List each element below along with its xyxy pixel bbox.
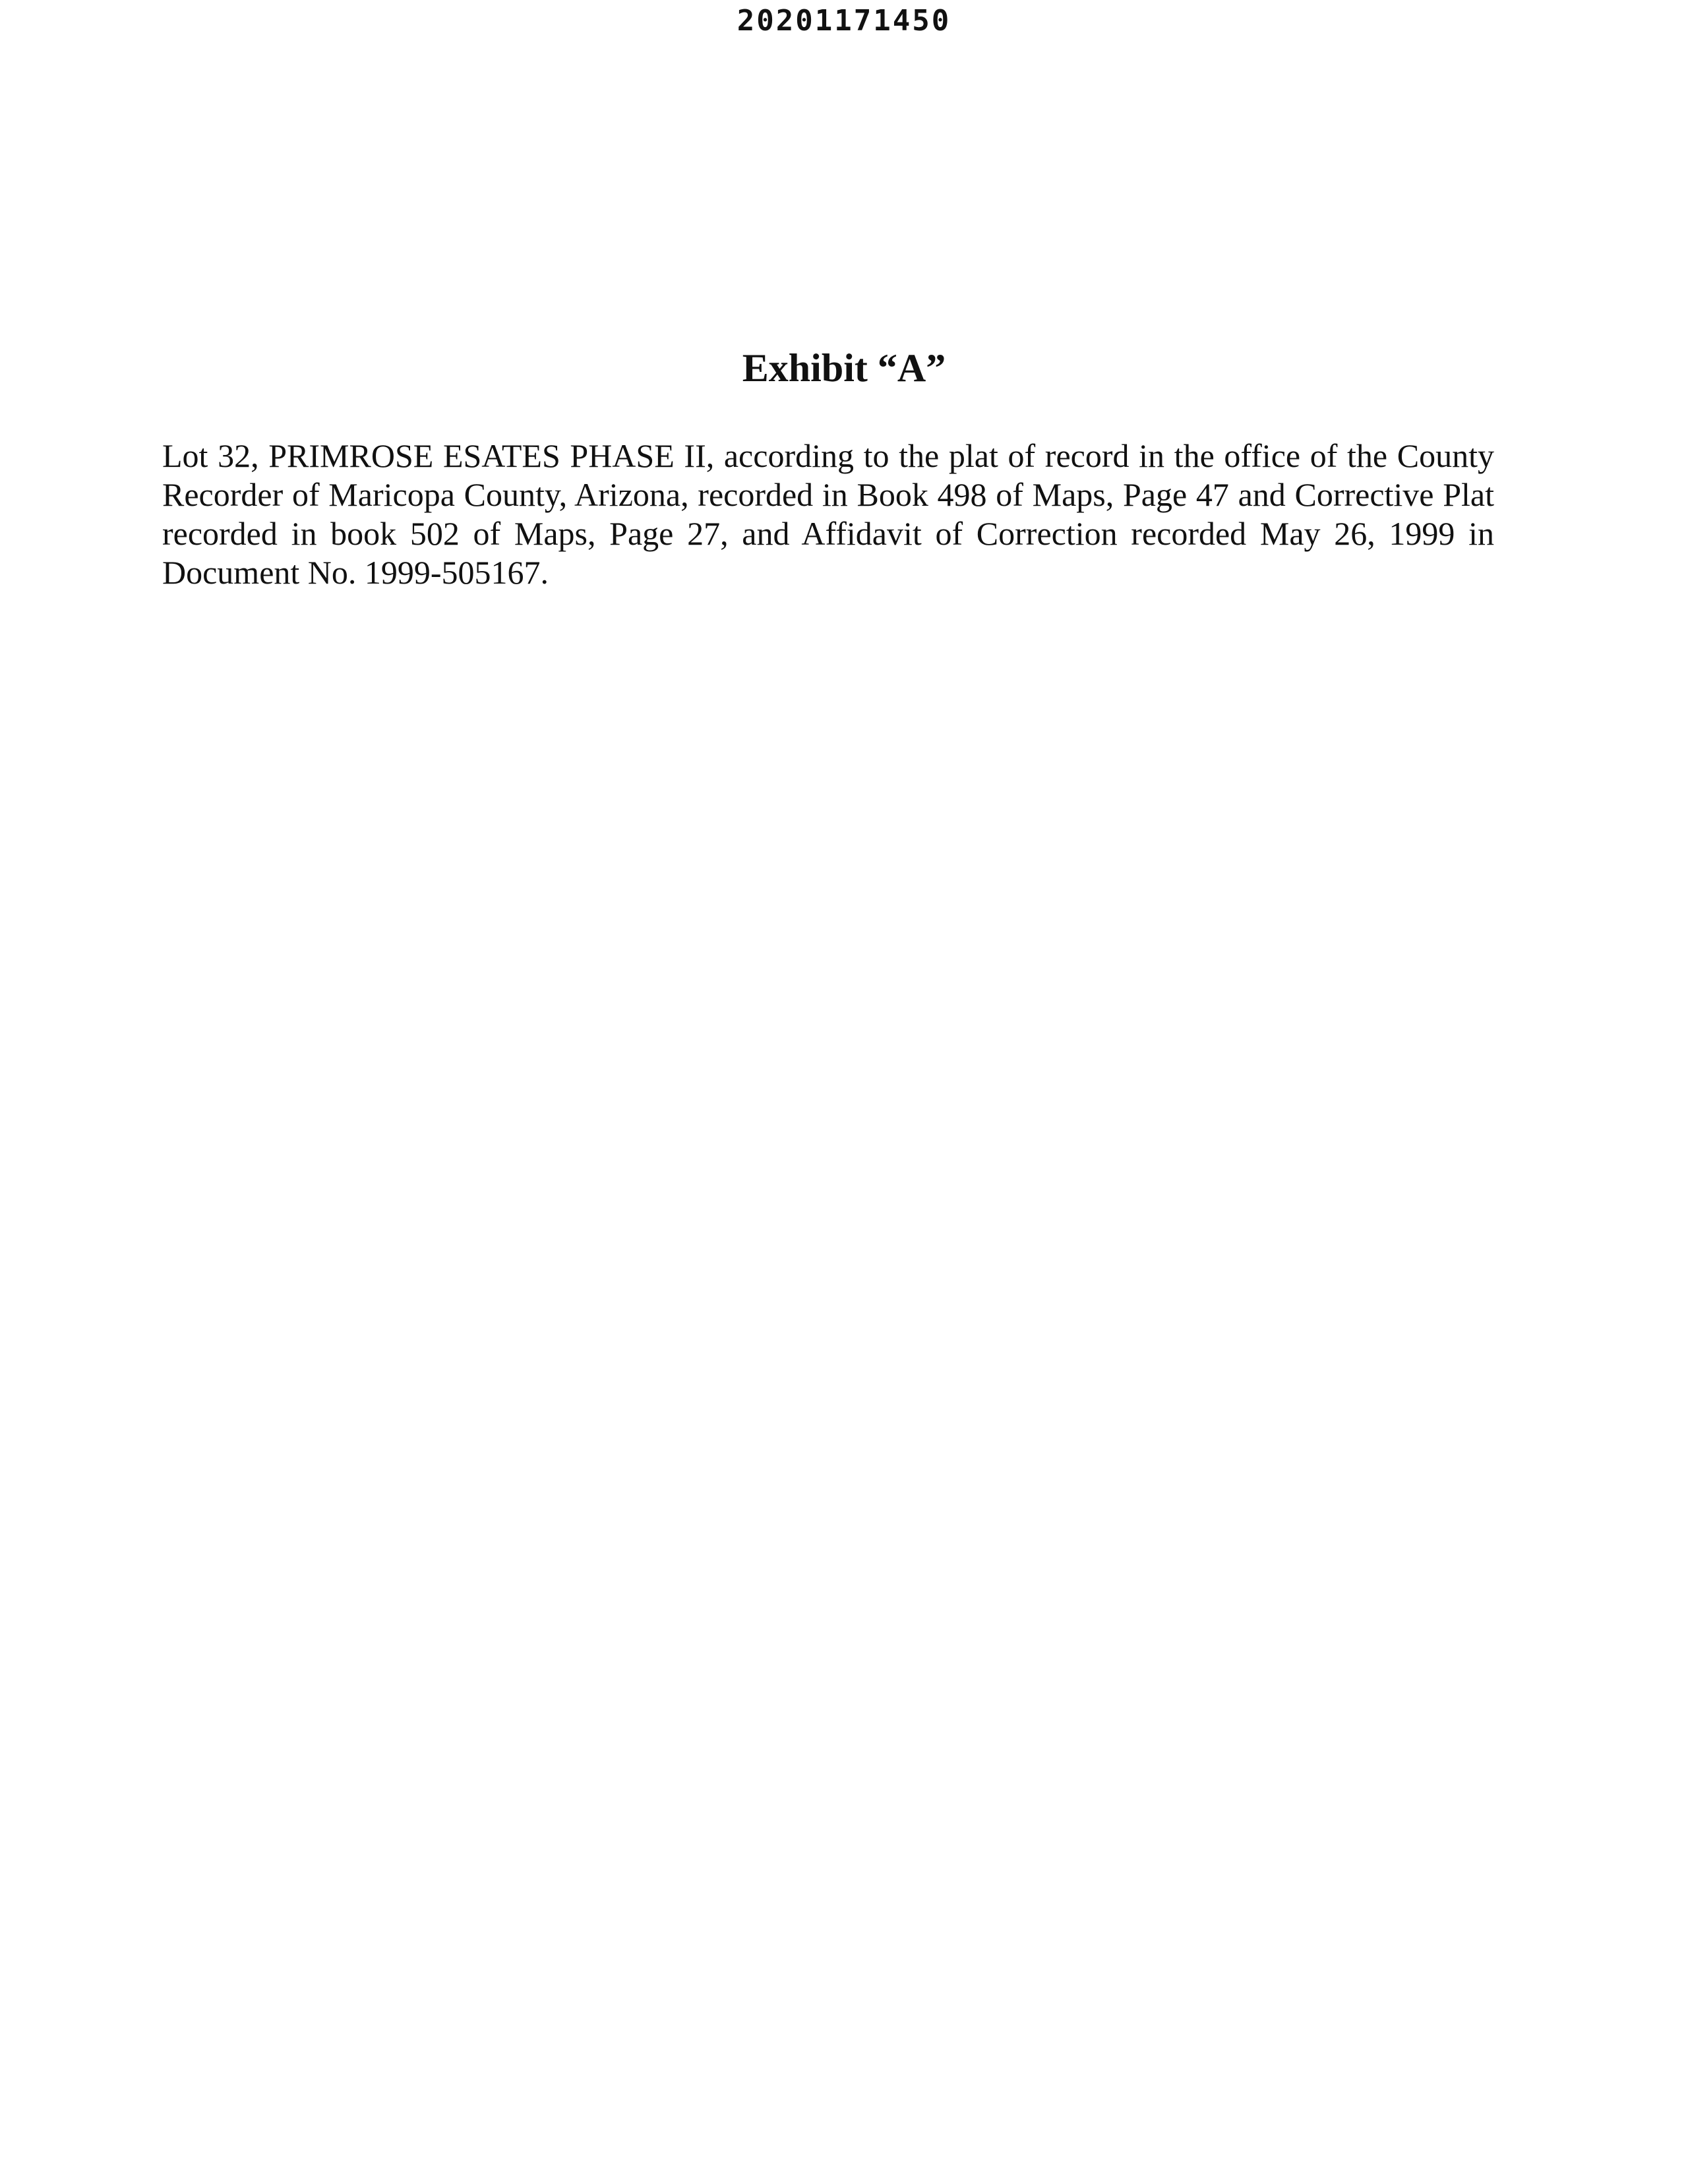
legal-description: Lot 32, PRIMROSE ESATES PHASE II, according to the plat of record in the office of the County Recorder of Maricopa County, Arizona, recorded in Book 498 of Maps, Page 47 and Corrective Plat recorded in book 502 of Maps, Page 27, and Affidavit of Correction recorded May 26, 1999 in Document No. 1999-505167.	[162, 437, 1494, 591]
exhibit-title: Exhibit “A”	[742, 346, 946, 390]
recording-number: 20201171450	[737, 4, 951, 38]
